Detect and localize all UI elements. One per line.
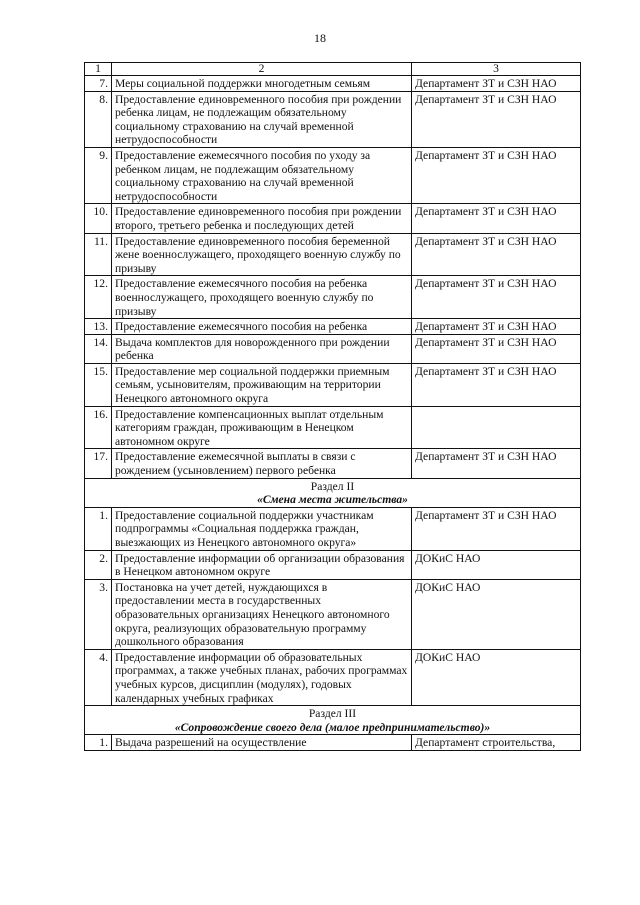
row-number: 16. (85, 406, 112, 449)
responsible-department: Департамент ЗТ и СЗН НАО (412, 334, 581, 363)
section-2-title: «Смена места жительства» (257, 493, 408, 507)
responsible-department: Департамент ЗТ и СЗН НАО (412, 76, 581, 92)
row-number: 15. (85, 363, 112, 406)
row-number: 4. (85, 649, 112, 705)
section-3-rows (85, 735, 581, 751)
row-number: 13. (85, 319, 112, 335)
row-number: 14. (85, 334, 112, 363)
service-name: Предоставление единовременного пособия при рождении второго, третьего ребенка и последующих детей (112, 204, 412, 233)
responsible-department: ДОКиС НАО (412, 649, 581, 705)
responsible-department: Департамент ЗТ и СЗН НАО (412, 276, 581, 319)
services-table (84, 62, 581, 751)
section-2-label: Раздел II (310, 479, 355, 493)
table-row (85, 550, 581, 579)
responsible-department: Департамент ЗТ и СЗН НАО (412, 507, 581, 550)
table-row (85, 204, 581, 233)
section-3-header (85, 706, 581, 735)
row-number: 17. (85, 449, 112, 478)
row-number: 7. (85, 76, 112, 92)
responsible-department: Департамент ЗТ и СЗН НАО (412, 319, 581, 335)
section-2-rows (85, 507, 581, 705)
row-number: 11. (85, 233, 112, 276)
service-name: Предоставление компенсационных выплат отдельным категориям граждан, проживающим в Ненецком автономном округе (112, 406, 412, 449)
section-3-label: Раздел III (308, 707, 357, 721)
service-name: Предоставление мер социальной поддержки приемным семьям, усыновителям, проживающим на территории Ненецкого автономного округа (112, 363, 412, 406)
table-row (85, 406, 581, 449)
service-name: Предоставление информации об образовательных программах, а также учебных планах, рабочих программах учебных курсов, дисциплин (модулях), годовых календарных учебных графиках (112, 649, 412, 705)
table-row (85, 319, 581, 335)
row-number: 9. (85, 147, 112, 203)
service-name: Предоставление ежемесячной выплаты в связи с рождением (усыновлением) первого ребенка (112, 449, 412, 478)
service-name: Предоставление ежемесячного пособия по уходу за ребенком лицам, не подлежащим обязательному социальному страхованию на случай временной нетрудоспособности (112, 147, 412, 203)
row-number: 3. (85, 579, 112, 649)
responsible-department: Департамент ЗТ и СЗН НАО (412, 204, 581, 233)
responsible-department: Департамент ЗТ и СЗН НАО (412, 363, 581, 406)
service-name: Предоставление социальной поддержки участникам подпрограммы «Социальная поддержка граждан, выезжающих из Ненецкого автономного округа» (112, 507, 412, 550)
service-name: Предоставление единовременного пособия при рождении ребенка лицам, не подлежащим обязательному социальному страхованию на случай временной нетрудоспособности (112, 91, 412, 147)
row-number: 10. (85, 204, 112, 233)
table-row (85, 449, 581, 478)
row-number: 8. (85, 91, 112, 147)
header-col-1: 1 (85, 63, 112, 76)
table-row (85, 147, 581, 203)
table-header-row (85, 63, 581, 76)
table-row (85, 507, 581, 550)
section-1-rows (85, 76, 581, 479)
service-name: Постановка на учет детей, нуждающихся в предоставлении места в государственных образовательных организациях Ненецкого автономного округа, реализующих образовательную программу дошкольного образования (112, 579, 412, 649)
responsible-department: Департамент ЗТ и СЗН НАО (412, 233, 581, 276)
row-number: 1. (85, 507, 112, 550)
responsible-department: ДОКиС НАО (412, 550, 581, 579)
table-row (85, 76, 581, 92)
table-row (85, 276, 581, 319)
row-number: 12. (85, 276, 112, 319)
header-col-2: 2 (112, 63, 412, 76)
service-name: Предоставление информации об организации образования в Ненецком автономном округе (112, 550, 412, 579)
service-name: Предоставление ежемесячного пособия на ребенка военнослужащего, проходящего военную службу по призыву (112, 276, 412, 319)
row-number: 2. (85, 550, 112, 579)
table-row (85, 649, 581, 705)
table-row (85, 91, 581, 147)
table-row (85, 735, 581, 751)
page-number: 18 (314, 31, 326, 45)
table-row (85, 579, 581, 649)
service-name: Предоставление ежемесячного пособия на ребенка (112, 319, 412, 335)
responsible-department: Департамент ЗТ и СЗН НАО (412, 449, 581, 478)
row-number: 1. (85, 735, 112, 751)
responsible-department: ДОКиС НАО (412, 579, 581, 649)
service-name: Меры социальной поддержки многодетным семьям (112, 76, 412, 92)
responsible-department: Департамент ЗТ и СЗН НАО (412, 91, 581, 147)
table-row (85, 334, 581, 363)
service-name: Выдача комплектов для новорожденного при рождении ребенка (112, 334, 412, 363)
responsible-department: Департамент строительства, (412, 735, 581, 751)
service-name: Выдача разрешений на осуществление (112, 735, 412, 751)
responsible-department (412, 406, 581, 449)
header-col-3: 3 (412, 63, 581, 76)
service-name: Предоставление единовременного пособия беременной жене военнослужащего, проходящего военную службу по призыву (112, 233, 412, 276)
table-row (85, 233, 581, 276)
table-row (85, 363, 581, 406)
responsible-department: Департамент ЗТ и СЗН НАО (412, 147, 581, 203)
section-2-header (85, 478, 581, 507)
section-3-title: «Сопровождение своего дела (малое предпринимательство)» (174, 720, 491, 734)
